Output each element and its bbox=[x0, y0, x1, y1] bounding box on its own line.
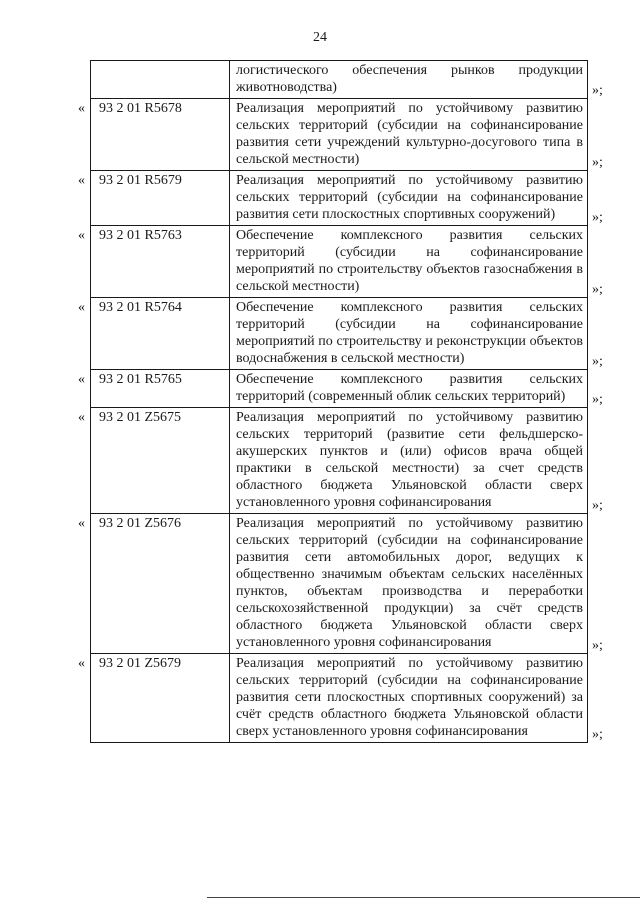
row-end-mark: »; bbox=[592, 154, 603, 170]
row-end-mark: »; bbox=[592, 497, 603, 513]
code-cell: 93 2 01 R5678 bbox=[91, 99, 230, 171]
description-cell: Обеспечение комплексного развития сельских территорий (субсидии на софинансирование мероприятий по строительству объектов газоснабжения в сельской местности) bbox=[230, 226, 588, 298]
description-cell: Реализация мероприятий по устойчивому развитию сельских территорий (субсидии на софинансирование развития сети плоскостных спортивных сооружений) за счёт средств областного бюджета Ульяновской области сверх установленного уровня софинансирования bbox=[230, 654, 588, 743]
opening-quote-mark: « bbox=[78, 299, 85, 315]
row-end-mark: »; bbox=[592, 637, 603, 653]
description-cell: Реализация мероприятий по устойчивому развитию сельских территорий (субсидии на софинансирование развития сети автомобильных дорог, ведущих к общественно значимым объектам сельских населённых пунктов, объектам производства и переработки сельскохозяйственной продукции) за счёт средств областного бюджета Ульяновской области сверх установленного уровня софинансирования bbox=[230, 514, 588, 654]
opening-quote-mark: « bbox=[78, 371, 85, 387]
description-cell: логистического обеспечения рынков продукции животноводства) bbox=[230, 61, 588, 99]
opening-quote-mark: « bbox=[78, 100, 85, 116]
row-end-mark: »; bbox=[592, 353, 603, 369]
opening-quote-mark: « bbox=[78, 409, 85, 425]
description-cell: Обеспечение комплексного развития сельских территорий (субсидии на софинансирование мероприятий по строительству и реконструкции объектов водоснабжения в сельской местности) bbox=[230, 298, 588, 370]
table-row bbox=[91, 171, 588, 226]
code-cell: 93 2 01 Z5679 bbox=[91, 654, 230, 743]
description-cell: Обеспечение комплексного развития сельских территорий (современный облик сельских территорий) bbox=[230, 370, 588, 408]
table-row bbox=[91, 99, 588, 171]
row-end-mark: »; bbox=[592, 726, 603, 742]
opening-quote-mark: « bbox=[78, 172, 85, 188]
opening-quote-mark: « bbox=[78, 515, 85, 531]
page-number: 24 bbox=[313, 30, 327, 45]
table-row bbox=[91, 298, 588, 370]
description-cell: Реализация мероприятий по устойчивому развитию сельских территорий (субсидии на софинансирование развития сети плоскостных спортивных сооружений) bbox=[230, 171, 588, 226]
bottom-rule bbox=[207, 897, 640, 898]
row-end-mark: »; bbox=[592, 281, 603, 297]
row-end-mark: »; bbox=[592, 391, 603, 407]
code-cell: 93 2 01 Z5675 bbox=[91, 408, 230, 514]
budget-classification-table bbox=[90, 60, 588, 743]
table-row bbox=[91, 370, 588, 408]
row-end-mark: »; bbox=[592, 82, 603, 98]
table-row bbox=[91, 61, 588, 99]
description-cell: Реализация мероприятий по устойчивому развитию сельских территорий (субсидии на софинансирование развития сети учреждений культурно-досугового типа в сельской местности) bbox=[230, 99, 588, 171]
description-cell: Реализация мероприятий по устойчивому развитию сельских территорий (развитие сети фельдшерско-акушерских пунктов и (или) офисов врача общей практики в сельской местности) за счет средств областного бюджета Ульяновской области сверх установленного уровня софинансирования bbox=[230, 408, 588, 514]
table-row bbox=[91, 654, 588, 743]
code-cell: 93 2 01 R5765 bbox=[91, 370, 230, 408]
code-cell bbox=[91, 61, 230, 99]
code-cell: 93 2 01 R5763 bbox=[91, 226, 230, 298]
table-row bbox=[91, 408, 588, 514]
opening-quote-mark: « bbox=[78, 227, 85, 243]
table-row bbox=[91, 514, 588, 654]
code-cell: 93 2 01 R5679 bbox=[91, 171, 230, 226]
code-cell: 93 2 01 Z5676 bbox=[91, 514, 230, 654]
row-end-mark: »; bbox=[592, 209, 603, 225]
opening-quote-mark: « bbox=[78, 655, 85, 671]
table-row bbox=[91, 226, 588, 298]
code-cell: 93 2 01 R5764 bbox=[91, 298, 230, 370]
